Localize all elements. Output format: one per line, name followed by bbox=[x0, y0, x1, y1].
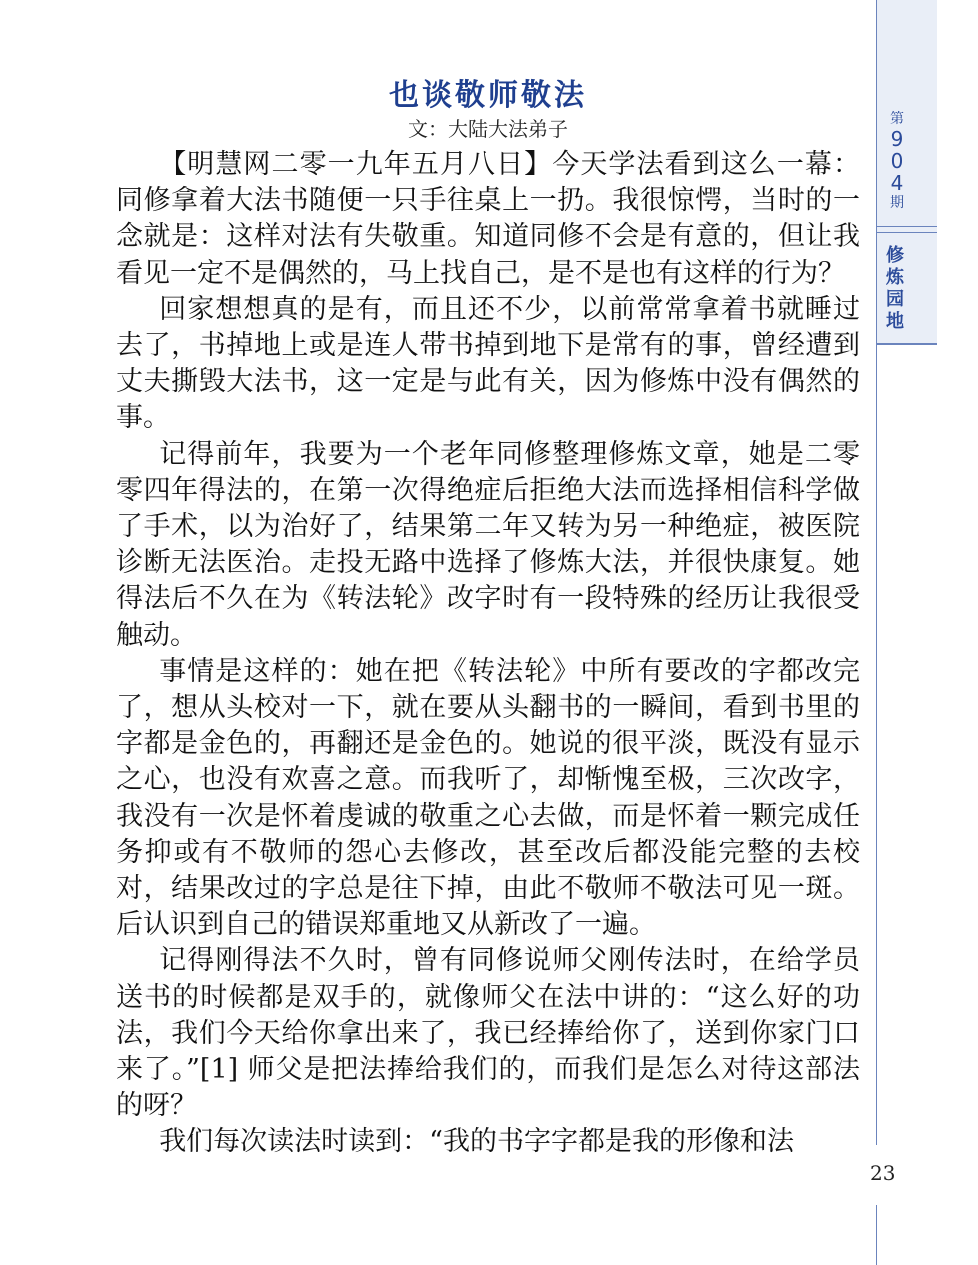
issue-prefix: 第 bbox=[890, 111, 904, 127]
issue-digit: 4 bbox=[890, 171, 904, 195]
article-title: 也谈敬师敬法 bbox=[389, 78, 587, 113]
section-char: 修 bbox=[886, 245, 904, 266]
sidebar-divider bbox=[877, 226, 937, 227]
section-char: 园 bbox=[886, 289, 904, 310]
paragraph: 回家想想真的是有，而且还不少，以前常常拿着书就睡过去了，书掉地上或是连人带书掉到地下是常有的事，曾经遭到丈夫撕毁大法书，这一定是与此有关，因为修炼中没有偶然的事。 bbox=[116, 293, 860, 434]
margin-rule bbox=[876, 1205, 877, 1265]
article-body bbox=[116, 147, 860, 1161]
margin-rule bbox=[876, 345, 877, 1145]
paragraph: 记得前年，我要为一个老年同修整理修炼文章，她是二零零四年得法的，在第一次得绝症后拒绝大法而选择相信科学做了手术，以为治好了，结果第二年又转为另一种绝症，被医院诊断无法医治。走投无路中选择了修炼大法，并很快康复。她得法后不久在为《转法轮》改字时有一段特殊的经历让我很受触动。 bbox=[116, 438, 860, 651]
section-name bbox=[877, 245, 913, 333]
section-char: 地 bbox=[886, 311, 904, 332]
paragraph: 事情是这样的：她在把《转法轮》中所有要改的字都改完了，想从头校对一下，就在要从头翻书的一瞬间，看到书里的字都是金色的，再翻还是金色的。她说的很平淡，既没有显示之心，也没有欢喜之意。而我听了，却惭愧至极，三次改字，我没有一次是怀着虔诚的敬重之心去做，而是怀着一颗完成任务抑或有不敬师的怨心去修改，甚至改后都没能完整的去校对，结果改过的字总是往下掉，由此不敬师不敬法可见一斑。后认识到自己的错误郑重地又从新改了一遍。 bbox=[116, 655, 860, 941]
section-char: 炼 bbox=[886, 267, 904, 288]
issue-digit: 0 bbox=[890, 149, 904, 173]
issue-suffix: 期 bbox=[890, 195, 904, 211]
paragraph: 记得刚得法不久时，曾有同修说师父刚传法时，在给学员送书的时候都是双手的，就像师父在法中讲的：“这么好的功法，我们今天给你拿出来了，我已经捧给你了，送到你家门口来了。”[1] 师父是把法捧给我们的，而我们是怎么对待这部法的呀？ bbox=[116, 945, 860, 1122]
article-author: 文：大陆大法弟子 bbox=[408, 117, 568, 141]
issue-number bbox=[877, 110, 917, 212]
sidebar-divider bbox=[877, 232, 937, 233]
issue-digit: 9 bbox=[890, 127, 904, 151]
paragraph: 【明慧网二零一九年五月八日】今天学法看到这么一幕：同修拿着大法书随便一只手往桌上一扔。我很惊愕，当时的一念就是：这样对法有失敬重。知道同修不会是有意的，但让我看见一定不是偶然的，马上找自己，是不是也有这样的行为？ bbox=[116, 149, 860, 289]
sidebar bbox=[876, 0, 937, 345]
sidebar-bottom-rule bbox=[877, 343, 937, 345]
paragraph: 我们每次读法时读到：“我的书字字都是我的形像和法 bbox=[159, 1126, 794, 1158]
page-number: 23 bbox=[870, 1161, 896, 1185]
